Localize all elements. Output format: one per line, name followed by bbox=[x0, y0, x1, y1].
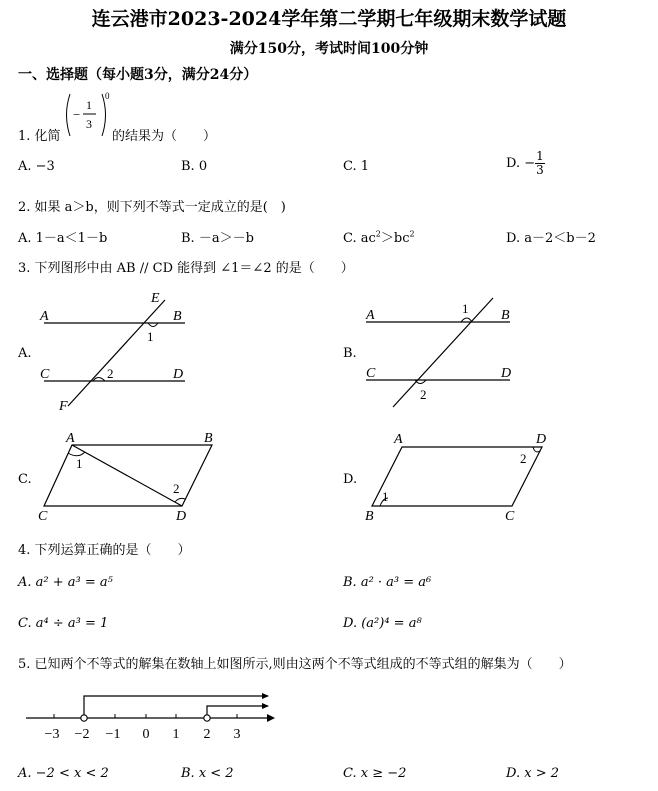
q5-option-b[interactable]: B. x < 2 bbox=[181, 766, 234, 781]
fig-a-angle1: 1 bbox=[147, 329, 154, 344]
q1-prefix: 1. 化简 bbox=[18, 129, 61, 144]
tick-1: 1 bbox=[172, 727, 180, 742]
fig-b-angle2: 2 bbox=[420, 387, 427, 402]
fig-c-A: A bbox=[66, 431, 75, 446]
fig-c-angle1: 1 bbox=[76, 456, 83, 471]
q4-option-a[interactable]: A. a² + a³ = a⁵ bbox=[18, 575, 113, 590]
fig-a-angle2: 2 bbox=[107, 366, 114, 381]
q3-figure-d bbox=[360, 428, 555, 524]
fig-a-E: E bbox=[151, 291, 160, 306]
exam-title: 连云港市2023-2024学年第二学期七年级期末数学试题 bbox=[91, 8, 567, 30]
q2-c-sup2: 2 bbox=[409, 229, 415, 239]
fig-d-C: C bbox=[505, 509, 515, 524]
q1-den: 3 bbox=[86, 117, 92, 131]
q5-option-c[interactable]: C. x ≥ −2 bbox=[343, 766, 407, 781]
fig-a-B: B bbox=[173, 309, 182, 324]
tick-neg1: −1 bbox=[105, 727, 121, 742]
q2-c-sup1: 2 bbox=[375, 229, 381, 239]
q1-exp: 0 bbox=[105, 91, 110, 101]
tick-neg3: −3 bbox=[44, 727, 60, 742]
q3-figure-b bbox=[358, 295, 533, 410]
q3-option-c[interactable]: C. bbox=[18, 472, 32, 487]
q1-option-a[interactable]: A. −3 bbox=[18, 159, 55, 174]
fig-b-angle1: 1 bbox=[462, 301, 469, 316]
section-heading: 一、选择题（每小题3分，满分24分） bbox=[18, 67, 258, 83]
q1-num: 1 bbox=[86, 98, 92, 112]
q1-d-den: 3 bbox=[536, 163, 544, 177]
fig-b-A: A bbox=[366, 308, 375, 323]
fig-c-C: C bbox=[38, 509, 48, 524]
q2-text: 2. 如果 a＞b，则下列不等式一定成立的是( ) bbox=[18, 200, 286, 215]
fig-d-angle2: 2 bbox=[520, 451, 527, 466]
fig-a-A: A bbox=[40, 309, 49, 324]
q3-option-b[interactable]: B. bbox=[343, 346, 357, 361]
q4-text: 4. 下列运算正确的是（ ） bbox=[18, 543, 191, 558]
q2-option-c[interactable] bbox=[343, 227, 415, 246]
q4-option-d[interactable]: D. (a²)⁴ = a⁸ bbox=[343, 616, 422, 631]
q5-option-a[interactable]: A. −2 < x < 2 bbox=[18, 766, 109, 781]
q3-figure-a bbox=[30, 288, 200, 413]
q4-option-c[interactable]: C. a⁴ ÷ a³ = 1 bbox=[18, 616, 109, 631]
q2-c-left: C. ac bbox=[343, 231, 376, 246]
q3-option-a[interactable]: A. bbox=[18, 346, 32, 361]
q4-option-b[interactable]: B. a² · a³ = a⁶ bbox=[343, 575, 432, 590]
fig-c-D: D bbox=[176, 509, 187, 524]
q1-sign: − bbox=[73, 107, 81, 122]
q2-option-b[interactable]: B. －a＞－b bbox=[181, 231, 254, 246]
tick-0: 0 bbox=[142, 727, 150, 742]
fig-b-B: B bbox=[501, 308, 510, 323]
q1-option-b[interactable]: B. 0 bbox=[181, 159, 208, 174]
fig-b-D: D bbox=[501, 366, 512, 381]
q1-suffix: 的结果为（ ） bbox=[112, 129, 217, 144]
fig-a-F: F bbox=[59, 399, 68, 413]
q5-option-d[interactable]: D. x > 2 bbox=[506, 766, 559, 781]
q2-c-mid: ＞bc bbox=[380, 231, 410, 246]
q5-text: 5. 已知两个不等式的解集在数轴上如图所示,则由这两个不等式组成的不等式组的解集为（ ） bbox=[18, 657, 572, 672]
tick-2: 2 bbox=[203, 727, 211, 742]
fig-d-angle1: 1 bbox=[382, 489, 389, 504]
fig-a-C: C bbox=[40, 367, 50, 382]
q3-text: 3. 下列图形中由 AB // CD 能得到 ∠1＝∠2 的是（ ） bbox=[18, 261, 354, 276]
fig-d-D: D bbox=[536, 432, 547, 447]
fig-d-A: A bbox=[394, 432, 403, 447]
fig-b-C: C bbox=[366, 366, 376, 381]
q1-option-d[interactable] bbox=[506, 150, 545, 177]
q2-option-d[interactable]: D. a－2＜b－2 bbox=[506, 231, 596, 246]
fig-c-angle2: 2 bbox=[173, 481, 180, 496]
fig-a-D: D bbox=[173, 367, 184, 382]
tick-neg2: −2 bbox=[74, 727, 90, 742]
exam-subtitle: 满分150分，考试时间100分钟 bbox=[229, 41, 429, 57]
q5-number-line bbox=[22, 690, 282, 742]
q1-expression bbox=[62, 90, 112, 140]
q3-option-d[interactable]: D. bbox=[343, 472, 358, 487]
fig-d-B: B bbox=[365, 509, 374, 524]
q2-option-a[interactable]: A. 1－a＜1－b bbox=[18, 231, 108, 246]
q1-option-c[interactable]: C. 1 bbox=[343, 159, 370, 174]
q1-option-d-label: D. − bbox=[506, 156, 536, 171]
q1-d-num: 1 bbox=[536, 149, 544, 163]
fig-c-B: B bbox=[204, 431, 213, 446]
q3-figure-c bbox=[32, 428, 222, 524]
tick-3: 3 bbox=[233, 727, 241, 742]
